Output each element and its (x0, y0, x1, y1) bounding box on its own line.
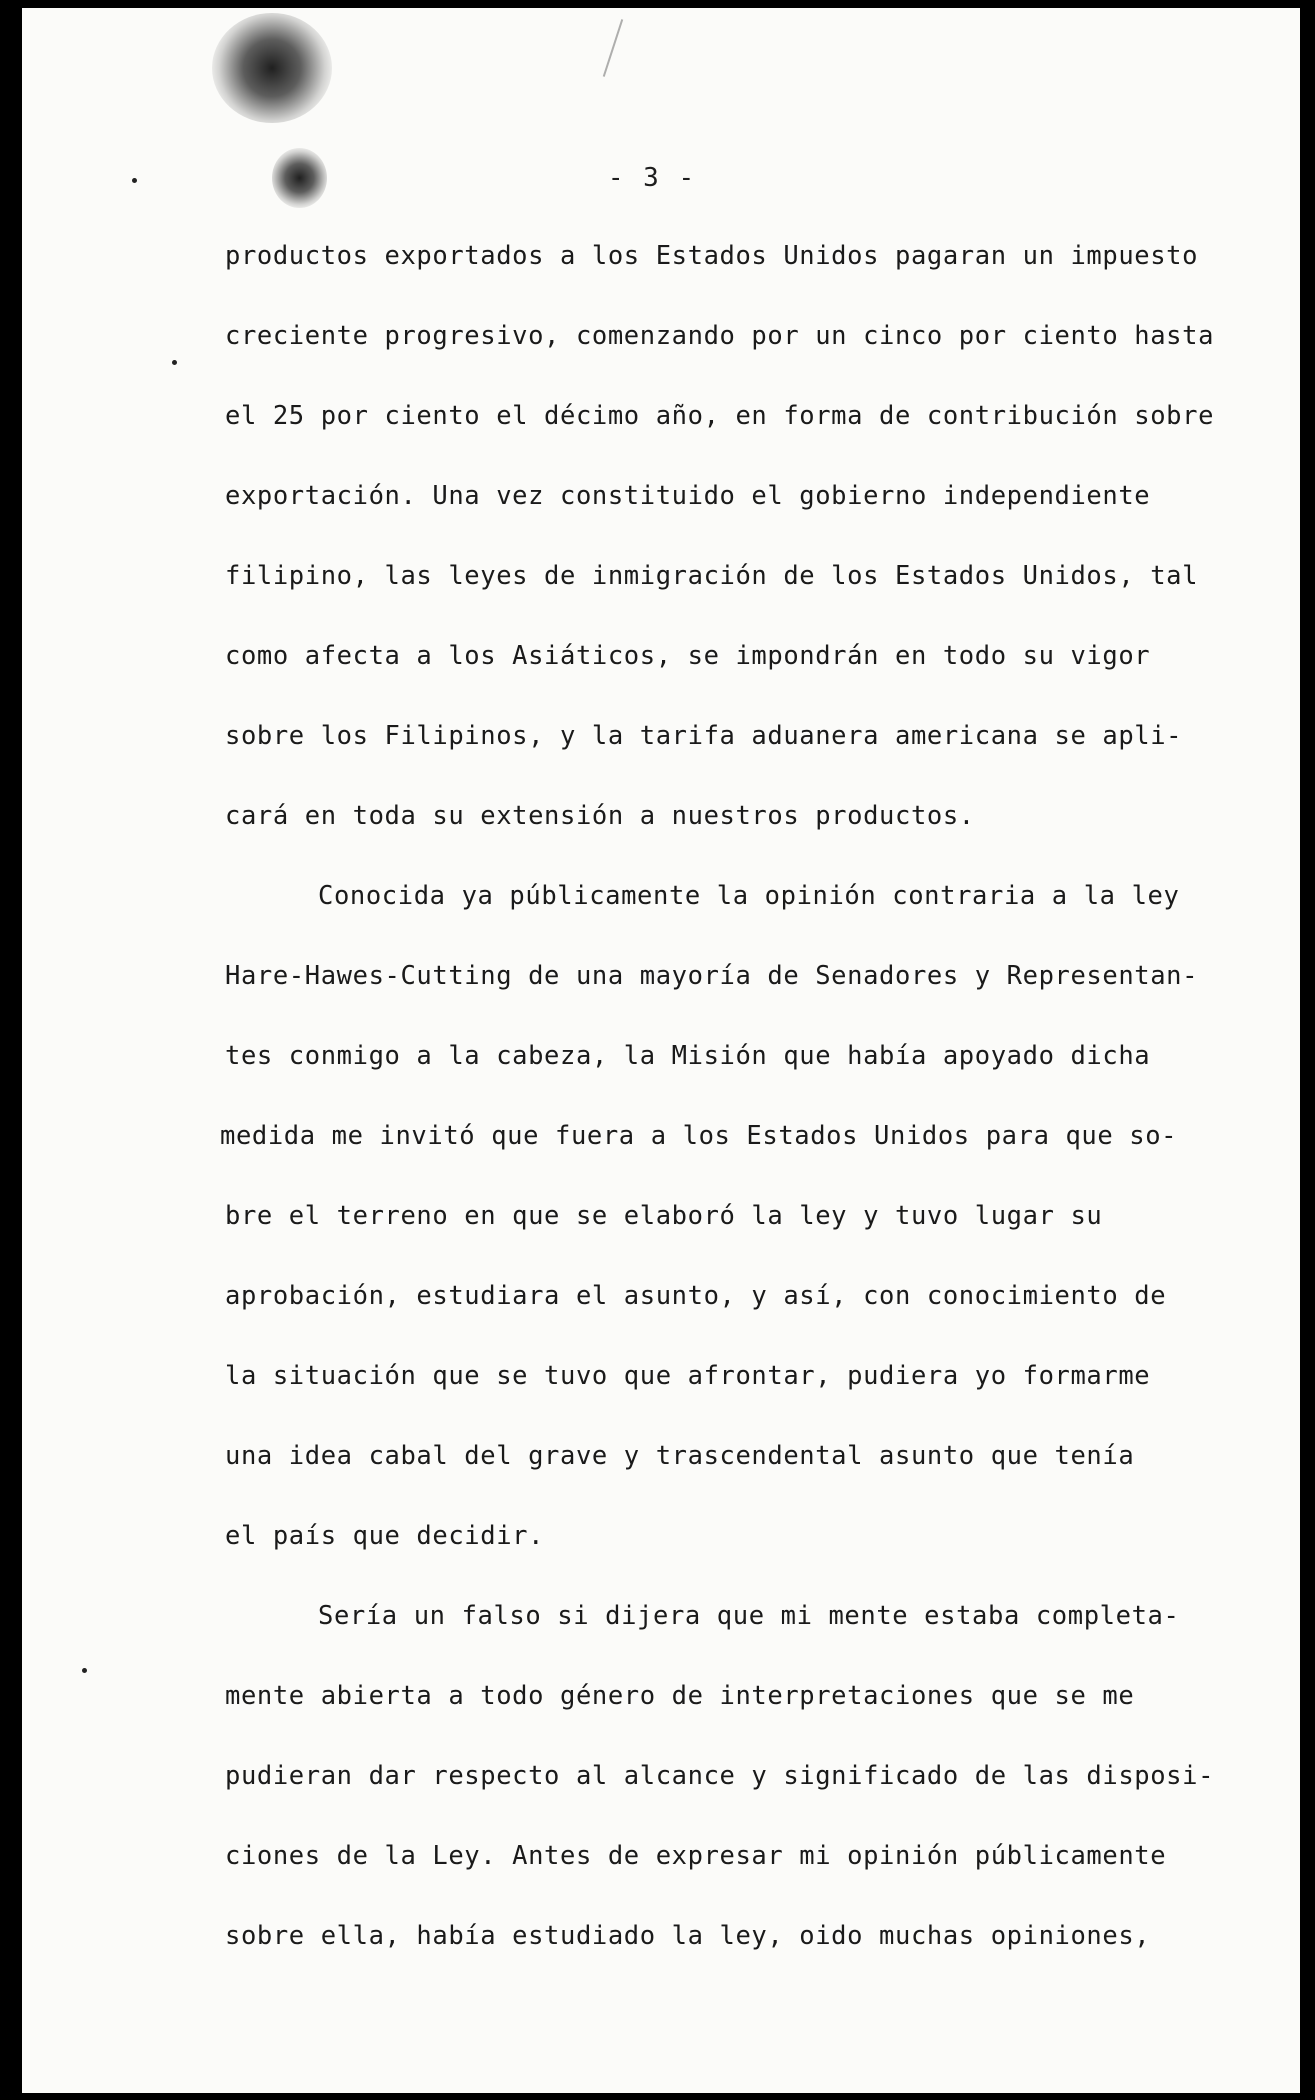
ink-drip (272, 148, 327, 208)
text-line: mente abierta a todo género de interpretaciones que se me (225, 1681, 1135, 1711)
page-number: - 3 - (607, 163, 697, 193)
text-line: exportación. Una vez constituido el gobierno independiente (225, 481, 1151, 511)
text-line: como afecta a los Asiáticos, se impondrán en todo su vigor (225, 641, 1151, 671)
text-line: Hare-Hawes-Cutting de una mayoría de Senadores y Representan- (225, 961, 1199, 991)
text-line: Conocida ya públicamente la opinión contraria a la ley (318, 881, 1180, 911)
scan-speck (82, 1668, 87, 1673)
text-line: tes conmigo a la cabeza, la Misión que había apoyado dicha (225, 1041, 1151, 1071)
text-line: bre el terreno en que se elaboró la ley y tuvo lugar su (225, 1201, 1103, 1231)
text-line: creciente progresivo, comenzando por un cinco por ciento hasta (225, 321, 1215, 351)
text-line: medida me invitó que fuera a los Estados Unidos para que so- (220, 1121, 1178, 1151)
scan-speck (132, 178, 137, 183)
ink-stain (212, 13, 332, 123)
document-page (22, 8, 1300, 2093)
text-line: sobre los Filipinos, y la tarifa aduanera americana se apli- (225, 721, 1183, 751)
text-line: sobre ella, había estudiado la ley, oido muchas opiniones, (225, 1921, 1151, 1951)
text-line: el 25 por ciento el décimo año, en forma de contribución sobre (225, 401, 1215, 431)
text-line: el país que decidir. (225, 1521, 545, 1551)
text-line: cará en toda su extensión a nuestros productos. (225, 801, 975, 831)
scan-speck (172, 360, 177, 365)
text-line: ciones de la Ley. Antes de expresar mi opinión públicamente (225, 1841, 1167, 1871)
scan-mark (603, 19, 623, 77)
text-line: Sería un falso si dijera que mi mente estaba completa- (318, 1601, 1180, 1631)
text-line: productos exportados a los Estados Unidos pagaran un impuesto (225, 241, 1199, 271)
text-line: pudieran dar respecto al alcance y significado de las disposi- (225, 1761, 1215, 1791)
text-line: aprobación, estudiara el asunto, y así, con conocimiento de (225, 1281, 1167, 1311)
text-line: una idea cabal del grave y trascendental asunto que tenía (225, 1441, 1135, 1471)
text-line: la situación que se tuvo que afrontar, pudiera yo formarme (225, 1361, 1151, 1391)
text-line: filipino, las leyes de inmigración de los Estados Unidos, tal (225, 561, 1199, 591)
